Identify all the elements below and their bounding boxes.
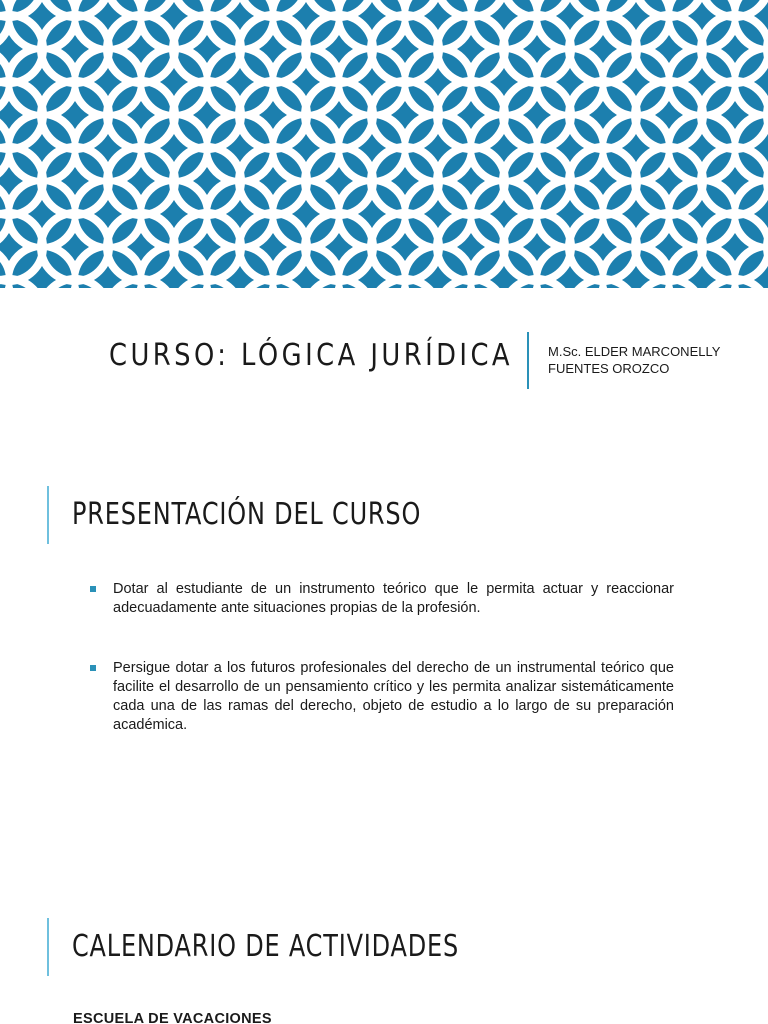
list-item (90, 580, 674, 618)
header-banner (0, 0, 768, 288)
bullet-text: Persigue dotar a los futuros profesionales del derecho de un instrumental teórico que facilite el desarrollo de un pensamiento crítico y les permita analizar sistemáticamente cada una de las ramas del derecho, objeto de estudio a lo largo de su preparación académica. (113, 660, 674, 733)
calendar-heading: CALENDARIO DE ACTIVIDADES (72, 929, 460, 964)
presentation-heading: PRESENTACIÓN DEL CURSO (72, 497, 422, 532)
calendar-heading-accent (47, 918, 49, 976)
author-line-2: FUENTES OROZCO (548, 361, 670, 376)
square-bullet-icon (90, 665, 96, 671)
course-title: CURSO: LÓGICA JURÍDICA (109, 338, 514, 373)
list-item (90, 659, 674, 735)
author-name (548, 343, 758, 377)
presentation-bullet-list (90, 580, 674, 776)
author-line-1: M.Sc. ELDER MARCONELLY (548, 344, 721, 359)
bullet-text: Dotar al estudiante de un instrumento teórico que le permita actuar y reaccionar adecuadamente ante situaciones propias de la profesión. (113, 581, 674, 616)
circle-lattice-pattern (0, 0, 768, 288)
title-slide (0, 288, 768, 448)
square-bullet-icon (90, 586, 96, 592)
presentation-heading-accent (47, 486, 49, 544)
calendar-subheading: ESCUELA DE VACACIONES (73, 1011, 272, 1024)
author-divider (527, 332, 529, 389)
